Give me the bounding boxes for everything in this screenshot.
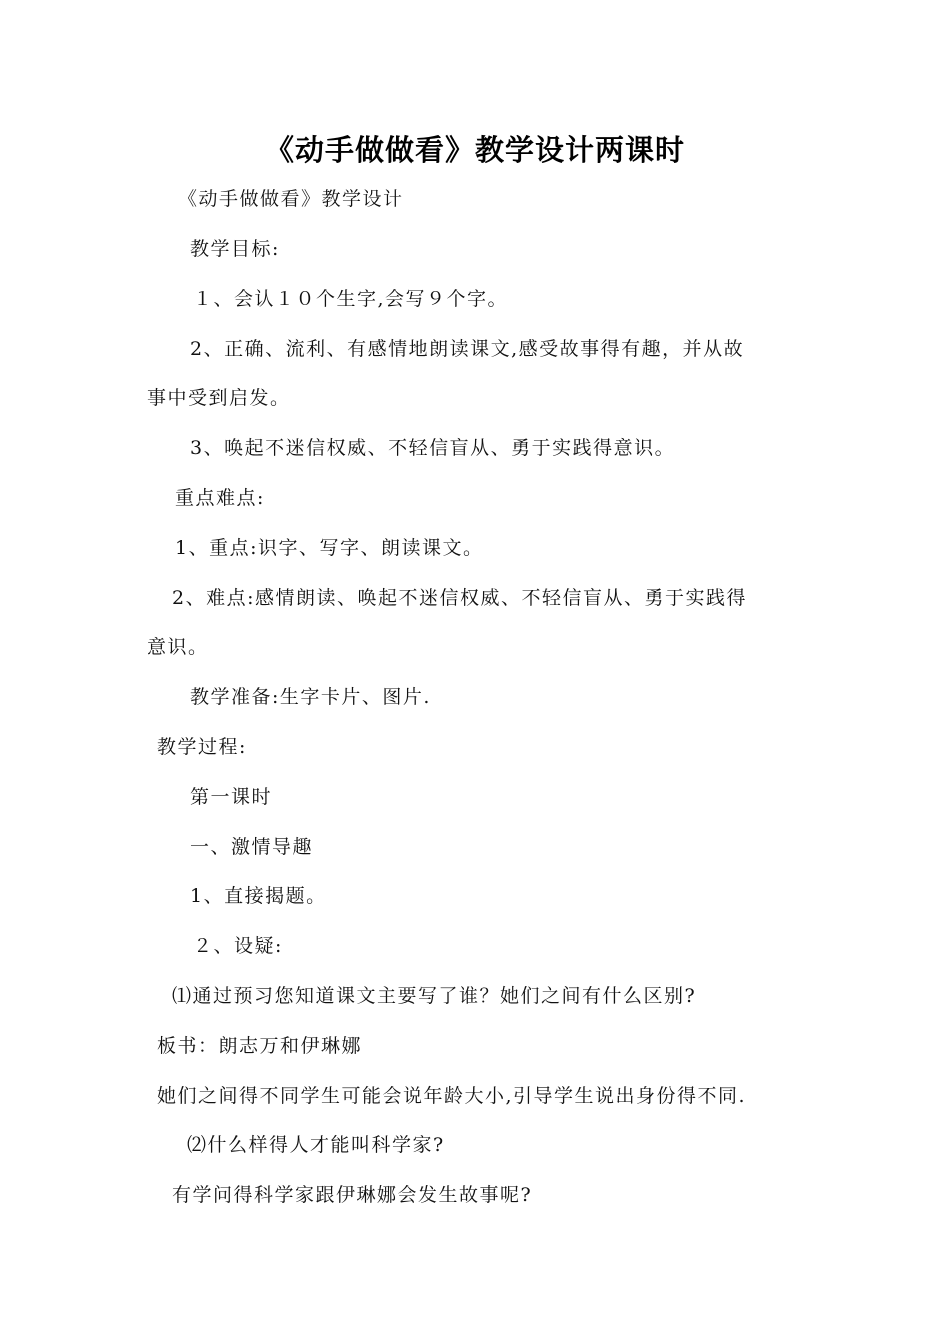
heading-first-lesson: 第一课时 [190, 786, 273, 808]
section-one-heading: 一、激情导趣 [190, 836, 314, 858]
goal-item-2-continued: 事中受到启发。 [147, 387, 291, 409]
heading-teaching-goals: 教学目标: [190, 238, 280, 260]
question-1: ⑴通过预习您知道课文主要写了谁？她们之间有什么区别? [172, 985, 697, 1007]
difference-note: 她们之间得不同学生可能会说年龄大小,引导学生说出身份得不同. [157, 1085, 747, 1107]
goal-item-3: 3、唤起不迷信权威、不轻信盲从、勇于实践得意识。 [190, 437, 676, 459]
step-2: ２、设疑: [193, 935, 283, 957]
key-point-1: 1、重点:识字、写字、朗读课文。 [175, 537, 484, 559]
step-1: 1、直接揭题。 [190, 885, 327, 907]
goal-item-1: １、会认１０个生字,会写９个字。 [193, 288, 509, 310]
goal-item-2: 2、正确、流利、有感情地朗读课文,感受故事得有趣，并从故 [190, 338, 745, 360]
document-title: 《动手做做看》教学设计两课时 [264, 133, 685, 167]
heading-teaching-process: 教学过程: [157, 736, 247, 758]
question-2: ⑵什么样得人才能叫科学家? [187, 1134, 445, 1156]
key-point-2: 2、难点:感情朗读、唤起不迷信权威、不轻信盲从、勇于实践得 [172, 587, 747, 609]
blackboard-note: 板书：朗志万和伊琳娜 [157, 1035, 363, 1057]
heading-key-points: 重点难点: [175, 487, 265, 509]
teaching-preparation: 教学准备:生字卡片、图片. [190, 686, 431, 708]
subtitle-line: 《动手做做看》教学设计 [178, 188, 404, 210]
question-3: 有学问得科学家跟伊琳娜会发生故事呢? [172, 1184, 533, 1206]
key-point-2-continued: 意识。 [147, 636, 209, 658]
